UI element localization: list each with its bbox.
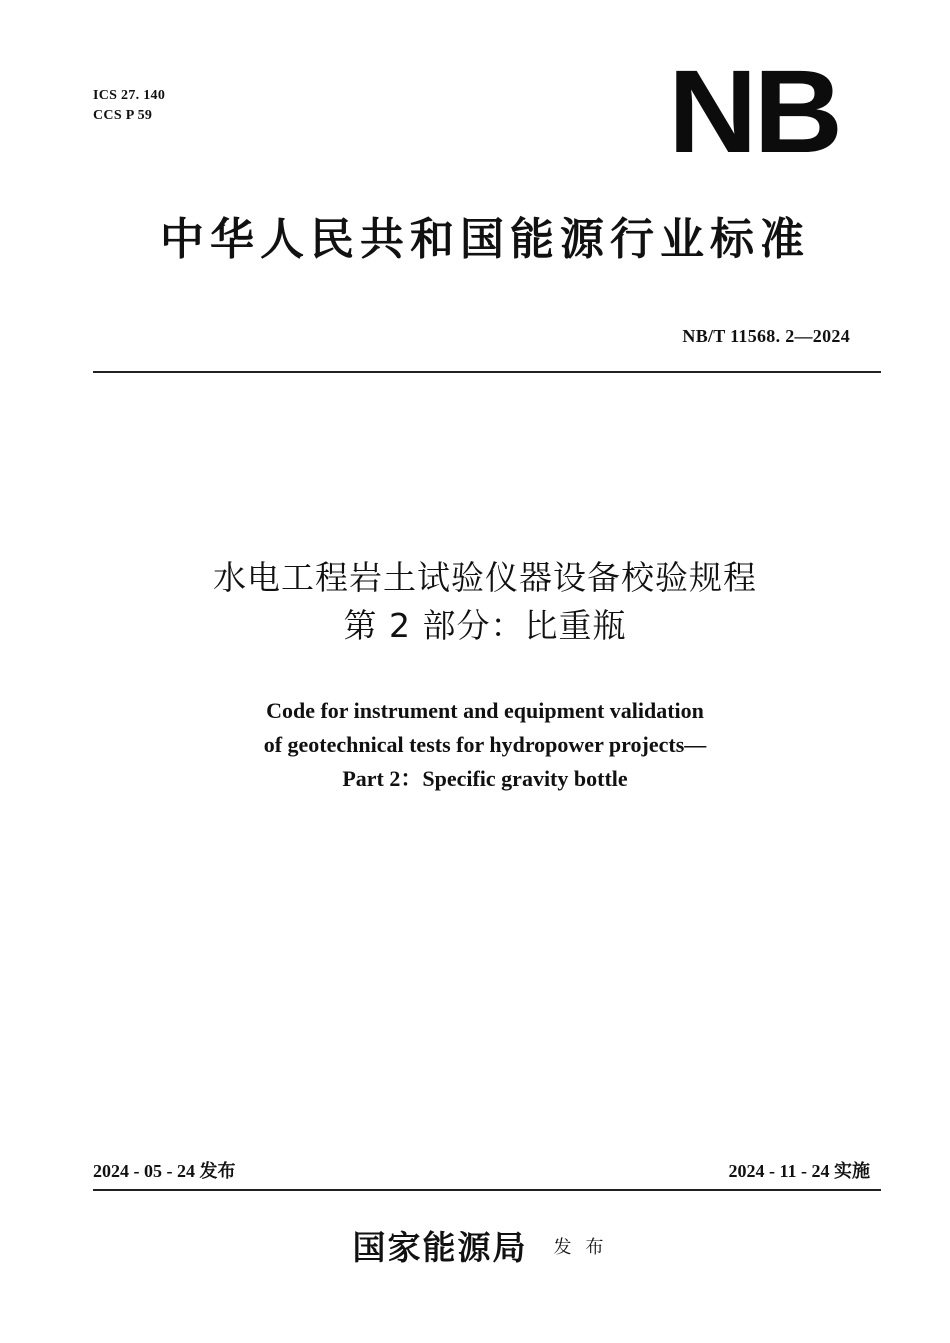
chinese-title xyxy=(90,554,880,650)
issue-date: 2024 - 05 - 24 发布 xyxy=(93,1161,236,1181)
nb-logo: NB xyxy=(668,46,840,178)
issuing-authority: 国家能源局 xyxy=(352,1228,528,1267)
chinese-title-line-1: 水电工程岩土试验仪器设备校验规程 xyxy=(213,558,757,597)
english-title xyxy=(90,694,880,796)
issue-label: 发布 xyxy=(553,1237,618,1258)
ccs-code: CCS P 59 xyxy=(93,108,153,123)
english-title-line-3: Part 2：Specific gravity bottle xyxy=(342,766,628,791)
classification-codes xyxy=(93,86,165,126)
bottom-divider xyxy=(93,1189,881,1191)
chinese-title-line-2: 第 2 部分：比重瓶 xyxy=(343,606,627,645)
standard-category-title: 中华人民共和国能源行业标准 xyxy=(160,214,810,265)
standard-number: NB/T 11568. 2—2024 xyxy=(682,326,850,346)
top-divider xyxy=(93,371,881,373)
effective-date: 2024 - 11 - 24 实施 xyxy=(728,1161,870,1181)
issuer-block xyxy=(90,1224,880,1272)
english-title-line-1: Code for instrument and equipment validation xyxy=(266,698,704,723)
ics-code: ICS 27. 140 xyxy=(93,88,166,103)
english-title-line-2: of geotechnical tests for hydropower projects— xyxy=(263,732,707,757)
